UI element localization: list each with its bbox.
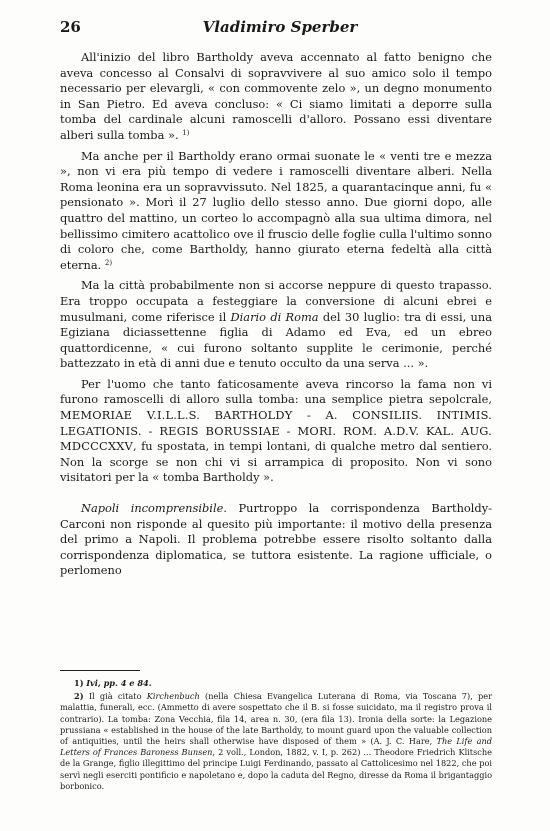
- paragraph-1: All'inizio del libro Bartholdy aveva accennato al fatto benigno che aveva concesso al Consalvi di sopravvivere al suo amico solo il tempo necessario per elevargli, « con commovente zelo », un degno monumento in San Pietro. Ed aveva concluso: « Ci siamo limitati a deporre sulla tomba del cardinale alcuni ramoscelli d'alloro. Possano essi diventare alberi sulla tomba ». $^{1)}$: [60, 50, 492, 142]
- paragraph-4: Per l'uomo che tanto faticosamente aveva rincorso la fama non vi furono ramoscelli di alloro sulla tomba: una semplice pietra sepolcrale, MEMORIAE V.I.L.L.S. BARTHOLDY - A. CONSILIIS. INTIMIS. LEGATIONIS. - REGIS BORUSSIAE - MORI. ROM. A.D.V. KAL. AUG. MDCCCXXV, fu spostata, in tempi lontani, di qualche metro dal sentiero. Non la scorge se non chi vi si arrampica di proposito. Non vi sono visitatori per la « tomba Bartholdy ».: [60, 376, 492, 485]
- footnote-ref-2: 2): [104, 258, 113, 267]
- page-number: 26: [60, 18, 81, 36]
- tomb-inscription: MEMORIAE V.I.L.L.S. BARTHOLDY - A. CONSILIIS. INTIMIS. LEGATIONIS. - REGIS BORUSSIAE - MORI. ROM. A.D.V. KAL. AUG. MDCCCXXV: [60, 408, 492, 454]
- paragraph-3: Ma la città probabilmente non si accorse neppure di questo trapasso. Era troppo occupata a festeggiare la conversione di alcuni ebrei e musulmani, come riferisce il Diario di Roma del 30 luglio: tra di essi, una Egiziana diciassettenne figlia di Adamo ed Eva, ed un ebreo quattordicenne, « cui furono soltanto supplite le cerimonie, perché battezzato in età di anni due e tenuto occulto da una serva ... ».: [60, 278, 492, 371]
- main-text: [60, 50, 492, 584]
- running-header: [60, 18, 492, 36]
- cited-title: Diario di Roma: [230, 309, 319, 324]
- footnote-divider: [60, 670, 140, 671]
- footnote-2: 2) Il già citato Kirchenbuch (nella Chiesa Evangelica Luterana di Roma, via Toscana 7), per malattia, funerali, ecc. (Ammetto di avere sospettato che il B. si fosse suicidato, ma il registro prova il contrario). La tomba: Zona Vecchia, fila 14, area n. 30, (era fila 13). Ironia della sorte: la Legazione prussiana « established in the house of the late Bartholdy, to mount guard upon the valuable collection of antiquities, until the heirs shall otherwise have disposed of them » (A. J. C. Hare, The Life and Letters of Frances Baroness Bunsen, 2 voll., London, 1882, v. I, p. 262) ... Theodore Friedrich Klitsche de la Grange, figlio illegittimo del principe Luigi Ferdinando, passato al Cattolicesimo nel 1822, che poi servì negli eserciti pontificio e napoletano e, dopo la caduta del Regno, diresse da Roma il brigantaggio borbonico.: [60, 691, 492, 791]
- paragraph-2: Ma anche per il Bartholdy erano ormai suonate le « venti tre e mezza », non vi era più tempo di vedere i ramoscelli diventare alberi. Nella Roma leonina era un sopravvissuto. Nel 1825, a quarantacinque anni, fu « pensionato ». Morì il 27 luglio dello stesso anno. Due giorni dopo, alle quattro del mattino, un corteo lo accompagnò alla sua ultima dimora, nel bellissimo cimitero acattolico ove il fruscio delle foglie culla l'ultimo sonno di coloro che, come Bartholdy, hanno giurato eterna fedeltà alla città eterna. $^{2)}$: [60, 148, 492, 272]
- footnotes: [60, 678, 492, 794]
- running-title: Vladimiro Sperber: [202, 18, 358, 36]
- paragraph-5: Napoli incomprensibile. Purtroppo la corrispondenza Bartholdy-Carconi non risponde al quesito più importante: il motivo della presenza del primo a Napoli. Il problema potrebbe essere risolto soltanto dalla corrispondenza diplomatica, se tuttora esistente. La ragione ufficiale, o perlomeno: [60, 501, 492, 578]
- section-heading: Napoli incomprensibile.: [81, 501, 227, 516]
- footnote-ref-1: 1): [182, 128, 190, 137]
- footnote-1: 1) Ivi, pp. 4 e 84.: [74, 678, 152, 688]
